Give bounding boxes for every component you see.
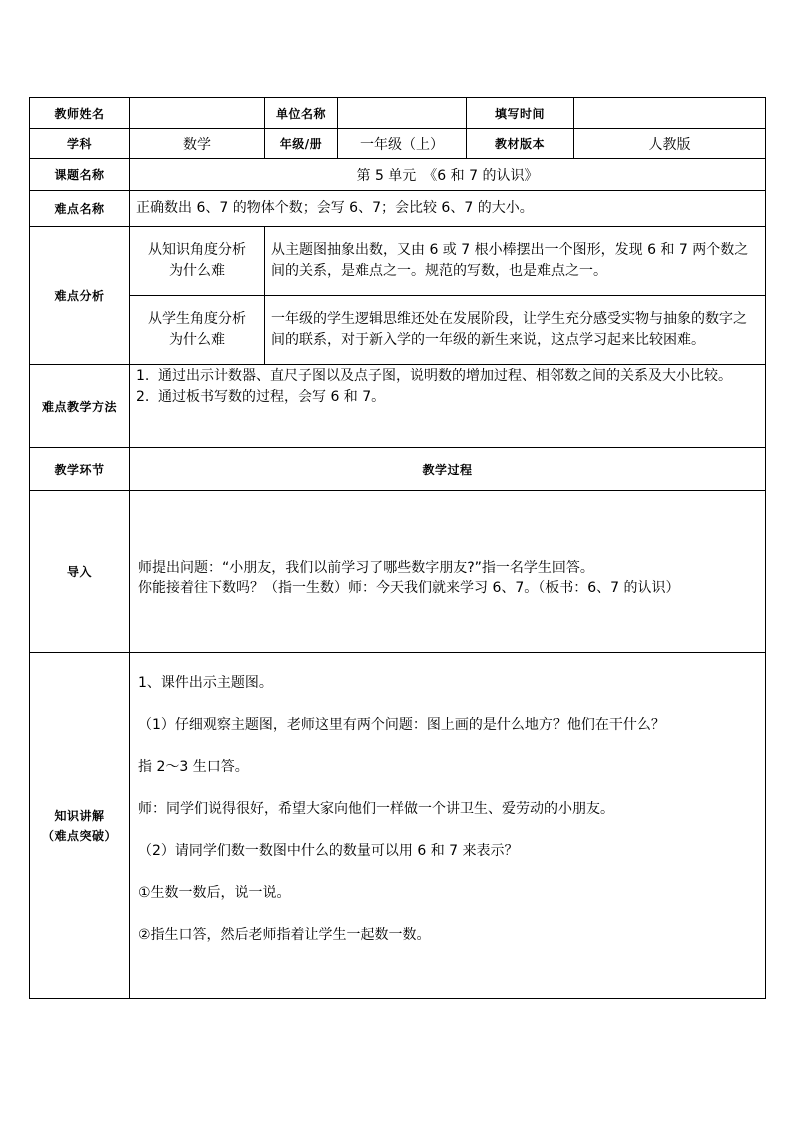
- student-angle-text: 一年级的学生逻辑思维还处在发展阶段，让学生充分感受实物与抽象的数字之间的联系，对于新入学的一年级的新生来说，这点学习起来比较困难。: [265, 296, 766, 365]
- intro-line: 师提出问题：“小朋友，我们以前学习了哪些数字朋友?”指一名学生回答。: [138, 559, 594, 576]
- analysis-label: 难点分析: [30, 227, 130, 365]
- student-angle-label: [130, 296, 265, 365]
- header-row-2: [30, 129, 766, 159]
- lesson-title-value: 第 5 单元 《6 和 7 的认识》: [130, 159, 766, 191]
- difficulty-row: [30, 191, 766, 227]
- process-header-label: 教学过程: [130, 448, 766, 491]
- method-item-number: 2.: [136, 389, 150, 405]
- knowledge-line: 1、课件出示主题图。: [138, 675, 273, 691]
- fill-time-field[interactable]: [574, 98, 766, 129]
- method-item: [136, 366, 759, 387]
- grade-value: 一年级（上）: [338, 129, 467, 159]
- method-item-text: 通过出示计数器、直尺子图以及点子图，说明数的增加过程、相邻数之间的关系及大小比较。: [158, 368, 732, 384]
- header-row-1: [30, 98, 766, 129]
- intro-line: 你能接着往下数吗？（指一生数）师：今天我们就来学习 6、7。（板书：6、7 的认识）: [138, 579, 680, 596]
- knowledge-label-line-2: （难点突破）: [41, 828, 117, 843]
- knowledge-angle-line-1: 从知识角度分析: [148, 242, 246, 258]
- textbook-label: 教材版本: [467, 129, 574, 159]
- intro-label: 导入: [30, 491, 130, 653]
- difficulty-label: 难点名称: [30, 191, 130, 227]
- method-list: [130, 365, 766, 448]
- stage-header-label: 教学环节: [30, 448, 130, 491]
- method-item: [136, 387, 759, 408]
- lesson-title-row: [30, 159, 766, 191]
- difficulty-value: 正确数出 6、7 的物体个数；会写 6、7；会比较 6、7 的大小。: [130, 191, 766, 227]
- lesson-plan-table: [29, 97, 766, 999]
- knowledge-line: 师：同学们说得很好，希望大家向他们一样做一个讲卫生、爱劳动的小朋友。: [138, 801, 614, 817]
- student-angle-line-2: 为什么难: [169, 332, 225, 348]
- knowledge-label-line-1: 知识讲解: [54, 808, 105, 823]
- teacher-name-label: 教师姓名: [30, 98, 130, 129]
- analysis-knowledge-row: [30, 227, 766, 296]
- textbook-value: 人教版: [574, 129, 766, 159]
- knowledge-angle-text: 从主题图抽象出数，又由 6 或 7 根小棒摆出一个图形，发现 6 和 7 两个数之间的关系，是难点之一。规范的写数，也是难点之一。: [265, 227, 766, 296]
- knowledge-content: [130, 653, 766, 999]
- subject-label: 学科: [30, 129, 130, 159]
- knowledge-label: [30, 653, 130, 999]
- process-header-row: [30, 448, 766, 491]
- fill-time-label: 填写时间: [467, 98, 574, 129]
- method-item-number: 1.: [136, 368, 150, 384]
- grade-label: 年级/册: [265, 129, 338, 159]
- unit-name-label: 单位名称: [265, 98, 338, 129]
- subject-value: 数学: [130, 129, 265, 159]
- intro-row: [30, 491, 766, 653]
- knowledge-angle-line-2: 为什么难: [169, 263, 225, 279]
- knowledge-row: [30, 653, 766, 999]
- teacher-name-field[interactable]: [130, 98, 265, 129]
- knowledge-angle-label: [130, 227, 265, 296]
- knowledge-line: （1）仔细观察主题图，老师这里有两个问题：图上画的是什么地方？他们在干什么？: [138, 717, 665, 733]
- intro-content: [130, 491, 766, 653]
- knowledge-line: （2）请同学们数一数图中什么的数量可以用 6 和 7 来表示？: [138, 843, 519, 859]
- unit-name-field[interactable]: [338, 98, 467, 129]
- method-item-text: 通过板书写数的过程，会写 6 和 7。: [158, 389, 386, 405]
- knowledge-line: ②指生口答，然后老师指着让学生一起数一数。: [138, 927, 431, 943]
- knowledge-line: 指 2～3 生口答。: [138, 759, 249, 775]
- analysis-student-row: [30, 296, 766, 365]
- knowledge-line: ①生数一数后，说一说。: [138, 885, 291, 901]
- student-angle-line-1: 从学生角度分析: [148, 311, 246, 327]
- method-label: 难点教学方法: [30, 365, 130, 448]
- method-row: [30, 365, 766, 448]
- lesson-title-label: 课题名称: [30, 159, 130, 191]
